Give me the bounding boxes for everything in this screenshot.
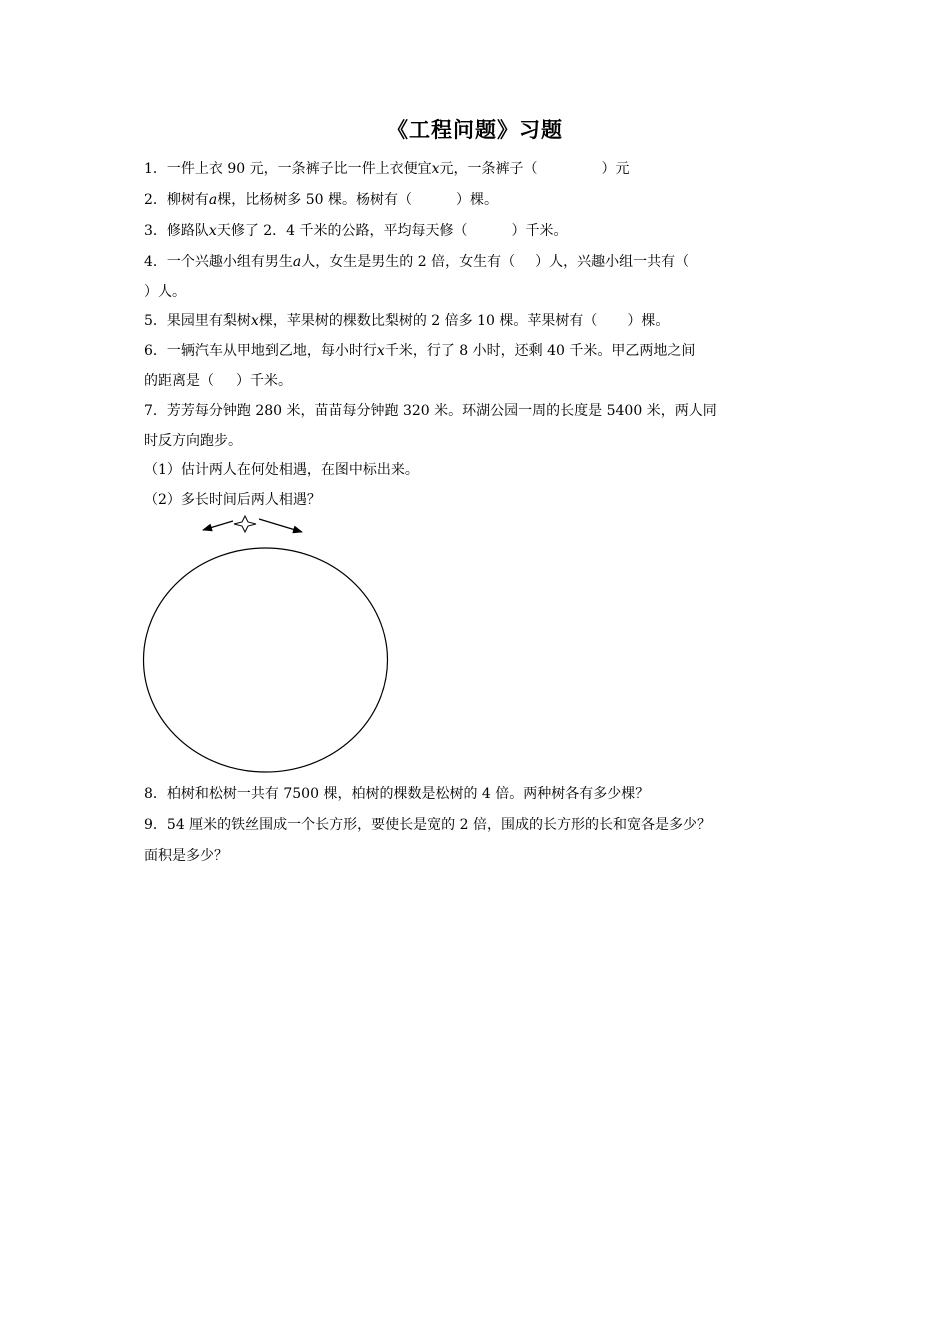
variable-a: a bbox=[208, 192, 218, 208]
question-1: 1．一件上衣 90 元，一条裤子比一件上衣便宜x元，一条裤子（ ）元 bbox=[144, 161, 630, 177]
variable-x: x bbox=[376, 343, 385, 359]
question-7-continued: 时反方向跑步。 bbox=[144, 433, 242, 449]
question-3: 3．修路队x天修了 2．4 千米的公路，平均每天修（ ）千米。 bbox=[144, 223, 568, 239]
left-direction-arrow bbox=[203, 521, 233, 530]
question-number: 2． bbox=[144, 192, 167, 208]
question-9-continued: 面积是多少？ bbox=[144, 848, 228, 864]
question-number: 8． bbox=[144, 786, 167, 802]
variable-a: a bbox=[292, 254, 302, 270]
question-number: 5． bbox=[144, 313, 167, 329]
lake-loop-circle[interactable] bbox=[144, 548, 388, 772]
question-2: 2．柳树有a棵，比杨树多 50 棵。杨树有（ ）棵。 bbox=[144, 192, 498, 208]
question-8: 8．柏树和松树一共有 7500 棵，柏树的棵数是松树的 4 倍。两种树各有多少棵？ bbox=[144, 786, 650, 802]
question-number: 1． bbox=[144, 161, 167, 177]
question-number: 9． bbox=[144, 817, 167, 833]
question-4: 4．一个兴趣小组有男生a人，女生是男生的 2 倍，女生有（ ）人，兴趣小组一共有（ bbox=[144, 254, 690, 270]
question-7-sub-1: （1）估计两人在何处相遇，在图中标出来。 bbox=[144, 462, 419, 478]
question-4-continued: ）人。 bbox=[144, 284, 186, 300]
variable-x: x bbox=[250, 313, 259, 329]
right-direction-arrow bbox=[259, 519, 302, 532]
question-6: 6．一辆汽车从甲地到乙地，每小时行x千米，行了 8 小时，还剩 40 千米。甲乙两地之间 bbox=[144, 343, 696, 359]
question-9: 9．54 厘米的铁丝围成一个长方形，要使长是宽的 2 倍，围成的长方形的长和宽各是多少？ bbox=[144, 817, 711, 833]
start-point-star-icon bbox=[234, 516, 256, 532]
question-6-continued: 的距离是（ ）千米。 bbox=[144, 373, 292, 389]
question-number: 4． bbox=[144, 254, 167, 270]
question-number: 6． bbox=[144, 343, 167, 359]
question-number: 3． bbox=[144, 223, 167, 239]
page-title: 《工程问题》习题 bbox=[387, 117, 563, 142]
variable-x: x bbox=[431, 161, 440, 177]
question-5: 5．果园里有梨树x棵，苹果树的棵数比梨树的 2 倍多 10 棵。苹果树有（ ）棵。 bbox=[144, 313, 670, 329]
variable-x: x bbox=[208, 223, 217, 239]
question-number: 7． bbox=[144, 403, 167, 419]
question-7-sub-2: （2）多长时间后两人相遇？ bbox=[144, 492, 321, 508]
question-7: 7．芳芳每分钟跑 280 米，苗苗每分钟跑 320 米。环湖公园一周的长度是 5400 米，两人同 bbox=[144, 403, 717, 419]
